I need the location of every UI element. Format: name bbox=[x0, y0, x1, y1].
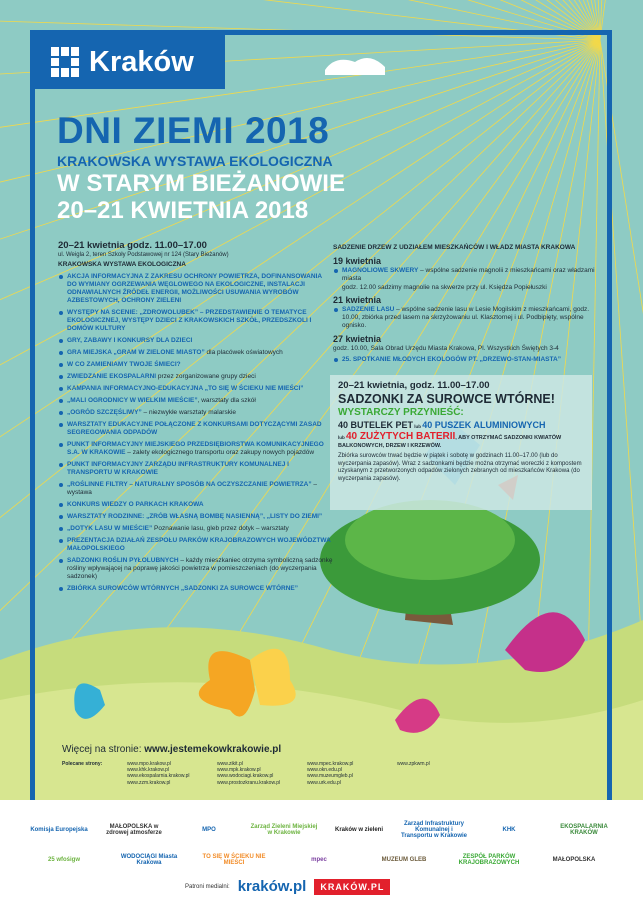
item-highlight: AKCJA INFORMACYJNA Z ZAKRESU OCHRONY POWIETRZA, DOFINANSOWANIA DO WYMIANY OGRZEWANIA WĘGLOWEGO NA EKOLOGICZNE, INSTALACJI ODNAWIALNYCH ŹRÓDEŁ ENERGII, MOŻLIWOŚCI USUWANIA WYROBÓW AZBESTOWYCH, OCHRONY ZIELENI bbox=[67, 273, 322, 304]
item-highlight: SADZONKI ROŚLIN PYŁOLUBNYCH bbox=[67, 557, 179, 564]
site-link[interactable]: www.okn.edu.pl bbox=[307, 767, 343, 774]
sponsor-logo: EKOSPALARNIA KRAKÓW bbox=[560, 824, 608, 836]
list-item bbox=[58, 525, 333, 533]
item-text: – wspólne sadzenie magnolii z mieszkańcami oraz władzami miasta bbox=[342, 267, 595, 282]
item-highlight: „ROŚLINNE FILTRY – NATURALNY SPOSÓB NA OCZYSZCZANIE POWIETRZA” bbox=[67, 481, 312, 488]
item-text: – zalety ekologicznego transportu oraz zakupy nowych pojazdów bbox=[125, 449, 315, 456]
box-note: Zbiórka surowców trwać będzie w piątek i sobotę w godzinach 11.00–17.00 (lub do wyczerpania zapasów). Wraz z sadzonkami będzie można otrzymać woreczki z kompostem uzyskanym z przetworzonych odpadów zielonych zebranych od mieszkańców Krakowa (do wyczerpania zapasów). bbox=[338, 453, 582, 482]
item-highlight: „MALI OGRODNICY W WIELKIM MIEŚCIE” bbox=[67, 397, 198, 404]
krakow-logo bbox=[35, 35, 225, 89]
list-item bbox=[58, 501, 333, 509]
list-item bbox=[58, 385, 333, 393]
item-highlight: KAMPANIA INFORMACYJNO-EDUKACYJNA „TO SIĘ W ŚCIEKU NIE MIEŚCI” bbox=[67, 385, 304, 392]
list-item bbox=[333, 306, 608, 330]
sponsor-logo: Zarząd Zieleni Miejskiej w Krakowie bbox=[250, 824, 318, 836]
sponsor-logo: MUZEUM GLEB bbox=[381, 857, 427, 863]
item-highlight: „DOTYK LASU W MIEŚCIE” bbox=[67, 525, 153, 532]
item-highlight: „OGRÓD SZCZĘŚLIWY” bbox=[67, 409, 142, 416]
item-highlight: PREZENTACJA DZIAŁAŃ ZESPOŁU PARKÓW KRAJOBRAZOWYCH WOJEWÓDZTWA MAŁOPOLSKIEGO bbox=[67, 537, 331, 552]
date-heading: 21 kwietnia bbox=[333, 295, 382, 305]
list-item bbox=[58, 421, 333, 437]
sponsor-logo: Zarząd Infrastruktury Komunalnej i Transportu w Krakowie bbox=[400, 821, 467, 839]
item-highlight: W CO ZAMIENIAMY TWOJE ŚMIECI? bbox=[67, 361, 181, 368]
site-column bbox=[307, 761, 387, 786]
krakow-logo-icon bbox=[51, 47, 79, 77]
sponsor-logo: MAŁOPOLSKA bbox=[552, 857, 596, 863]
list-item bbox=[333, 267, 608, 283]
sponsor-logo: MPO bbox=[202, 827, 216, 833]
recycling-box bbox=[330, 375, 592, 510]
sponsor-logo: mpec bbox=[311, 857, 327, 863]
list-item bbox=[333, 356, 608, 364]
when: 20–21 kwietnia godz. 11.00–17.00 bbox=[58, 240, 207, 251]
item-highlight: GRY, ZABAWY I KONKURSY DLA DZIECI bbox=[67, 337, 193, 344]
item-highlight: SADZENIE LASU bbox=[342, 306, 395, 313]
list-item bbox=[58, 441, 333, 457]
list-item bbox=[58, 397, 333, 405]
program-right bbox=[333, 242, 608, 368]
recommended-sites bbox=[62, 761, 477, 786]
item-highlight: 25. SPOTKANIE MŁODYCH EKOLOGÓW PT. „DRZEWO-STAN-MIASTA” bbox=[342, 356, 561, 363]
item-highlight: MAGNOLIOWE SKWERY bbox=[342, 267, 419, 274]
item-highlight: ZBIÓRKA SUROWCÓW WTÓRNYCH „SADZONKI ZA SUROWCE WTÓRNE” bbox=[67, 585, 298, 592]
item-text: dla placówek oświatowych bbox=[204, 349, 283, 356]
more-link[interactable]: www.jestemekowkrakowie.pl bbox=[144, 744, 282, 755]
date-heading: 19 kwietnia bbox=[333, 256, 382, 266]
sponsor-logo: WODOCIĄGI Miasta Krakowa bbox=[120, 854, 178, 866]
more-label: Więcej na stronie: bbox=[62, 744, 145, 755]
list-item bbox=[58, 349, 333, 357]
item-text: – wystawa bbox=[67, 481, 318, 496]
box-rest: , ABY OTRZYMAĆ SADZONKI KWIATÓW BALKONOWYCH, DRZEW I KRZEWÓW. bbox=[338, 435, 562, 449]
note: godz. 12.00 sadzimy magnolie na skwerze przy ul. Księdza Popiełuszki bbox=[342, 284, 547, 291]
item-highlight: PUNKT INFORMACYJNY ZARZĄDU INFRASTRUKTURY KOMUNALNEJ I TRANSPORTU W KRAKOWIE bbox=[67, 461, 289, 476]
item-text: – każdy mieszkaniec otrzyma symboliczną sadzonkę rośliny wpływającej na poprawę jakości powietrza w pomieszczeniach (do wyczerpania sadzonek) bbox=[67, 557, 333, 580]
site-link[interactable]: www.mpo.krakow.pl bbox=[127, 761, 171, 767]
note: godz. 10.00, Sala Obrad Urzędu Miasta Krakowa, Pl. Wszystkich Świętych 3-4 bbox=[333, 345, 559, 352]
list-item bbox=[58, 361, 333, 369]
logo-text: Kraków bbox=[89, 45, 194, 78]
list-item bbox=[58, 557, 333, 581]
address: ul. Weigla 2, teren Szkoły Podstawowej nr 124 (Stary Bieżanów) bbox=[58, 252, 229, 258]
item-text: , warsztaty dla szkół bbox=[197, 397, 256, 404]
sponsor-logo: TO SIĘ W ŚCIEKU NIE MIEŚCI bbox=[202, 854, 266, 866]
item-highlight: PUNKT INFORMACYJNY MIEJSKIEGO PRZEDSIĘBIORSTWA KOMUNIKACYJNEGO S.A. W KRAKOWIE bbox=[67, 441, 324, 456]
site-link[interactable]: www.zikit.pl bbox=[217, 761, 243, 767]
item-highlight: WYSTĘPY NA SCENIE: „ZDROWOLUBEK” – PRZEDSTAWIENIE O TEMATYCE EKOLOGICZNEJ, WYSTĘPY DZIECI Z KRAKOWSKICH SZKÓŁ, PRZEDSZKOLI I DOMÓW KULTURY bbox=[67, 309, 312, 332]
site-link[interactable]: www.khk.krakow.pl bbox=[127, 767, 169, 774]
site-link[interactable]: www.zpkwm.pl bbox=[397, 761, 430, 767]
place: W STARYM BIEŻANOWIE bbox=[57, 170, 345, 197]
program-list bbox=[58, 273, 333, 593]
list-item bbox=[58, 273, 333, 305]
program-left bbox=[58, 240, 333, 597]
batteries: 40 ZUŻYTYCH BATERII bbox=[346, 431, 456, 442]
more-info bbox=[62, 744, 281, 755]
item-text: – wspólne sadzenie lasu w Lesie Mogilskim z mieszkańcami, godz. 10.00, zbiórka przed lasem na skrzyżowaniu ul. Klasztornej i ul. Podbipięty, wspólne ognisko. bbox=[342, 306, 590, 329]
site-link[interactable]: www.mpec.krakow.pl bbox=[307, 761, 354, 767]
item-highlight: WARSZTATY RODZINNE: „ZRÓB WŁASNĄ BOMBĘ NASIENNĄ”, „LISTY DO ZIEMI” bbox=[67, 513, 323, 520]
site-link[interactable]: www.mpk.krakow.pl bbox=[217, 767, 261, 774]
subtitle: KRAKOWSKA WYSTAWA EKOLOGICZNA bbox=[57, 153, 333, 169]
patron-krakow-pl-red: KRAKÓW.PL bbox=[314, 879, 390, 895]
section-caption: KRAKOWSKA WYSTAWA EKOLOGICZNA bbox=[58, 261, 186, 268]
site-column bbox=[397, 761, 477, 786]
site-link[interactable]: www.muzeumgleb.pl bbox=[307, 773, 353, 780]
sponsor-logo: KHK bbox=[502, 827, 516, 833]
list-item bbox=[58, 481, 333, 497]
tree-planting-caption: SADZENIE DRZEW Z UDZIAŁEM MIESZKAŃCÓW I WŁADZ MIASTA KRAKOWA bbox=[333, 244, 576, 251]
patrons-label: Patroni medialni: bbox=[185, 883, 230, 890]
list-item bbox=[58, 537, 333, 553]
list-item bbox=[58, 373, 333, 381]
site-link[interactable]: www.prostozkranu.krakow.pl bbox=[217, 779, 281, 786]
box-when: 20–21 kwietnia, godz. 11.00–17.00 bbox=[338, 380, 490, 391]
site-link[interactable]: www.wodociagi.krakow.pl bbox=[217, 773, 274, 780]
site-link[interactable]: www.urk.edu.pl bbox=[307, 779, 341, 786]
site-link[interactable]: www.ekospalarnia.krakow.pl bbox=[127, 773, 190, 780]
media-patrons bbox=[185, 878, 390, 895]
list-item bbox=[58, 409, 333, 417]
item-text: Poznawanie lasu, gleb przez dotyk – warsztaty bbox=[152, 525, 289, 532]
item-highlight: WARSZTATY EDUKACYJNE POŁĄCZONE Z KONKURSAMI DOTYCZĄCYMI ZASAD SEGREGOWANIA ODPADÓW bbox=[67, 421, 322, 436]
sponsor-logo: MAŁOPOLSKA w zdrowej atmosferze bbox=[106, 824, 162, 836]
rec-label: Polecane strony: bbox=[62, 761, 103, 767]
site-link[interactable]: www.zzm.krakow.pl bbox=[127, 779, 171, 786]
item-text: przez zorganizowane grupy dzieci bbox=[156, 373, 256, 380]
item-text: – niezwykłe warsztaty malarskie bbox=[141, 409, 237, 416]
list-item bbox=[58, 309, 333, 333]
dates: 20–21 KWIETNIA 2018 bbox=[57, 197, 309, 224]
item-highlight: ZWIEDZANIE EKOSPALARNI bbox=[67, 373, 157, 380]
pet: 40 BUTELEK PET bbox=[338, 420, 414, 430]
site-column bbox=[127, 761, 207, 786]
or: lub bbox=[338, 435, 346, 440]
page-title: DNI ZIEMI 2018 bbox=[57, 110, 330, 151]
box-title: SADZONKI ZA SUROWCE WTÓRNE! bbox=[338, 392, 555, 406]
sponsor-logo: Komisja Europejska bbox=[30, 827, 88, 833]
sponsor-logo: 25 wfośigw bbox=[47, 857, 80, 863]
or: lub bbox=[413, 424, 423, 429]
date-heading: 27 kwietnia bbox=[333, 334, 382, 344]
list-item bbox=[58, 585, 333, 593]
sponsor-logo: Kraków w zieleni bbox=[334, 827, 383, 833]
patron-krakow-pl: kraków.pl bbox=[237, 878, 307, 895]
list-item bbox=[58, 337, 333, 345]
cans: 40 PUSZEK ALUMINIOWYCH bbox=[422, 420, 546, 430]
item-highlight: GRA MIEJSKA „GRAM W ZIELONE MIASTO” bbox=[67, 349, 205, 356]
site-column bbox=[217, 761, 297, 786]
list-item bbox=[58, 461, 333, 477]
box-bring: WYSTARCZY PRZYNIEŚĆ: bbox=[338, 407, 464, 418]
sponsor-logo: ZESPÓŁ PARKÓW KRAJOBRAZOWYCH bbox=[458, 854, 520, 866]
item-highlight: KONKURS WIEDZY O PARKACH KRAKOWA bbox=[67, 501, 204, 508]
list-item bbox=[58, 513, 333, 521]
